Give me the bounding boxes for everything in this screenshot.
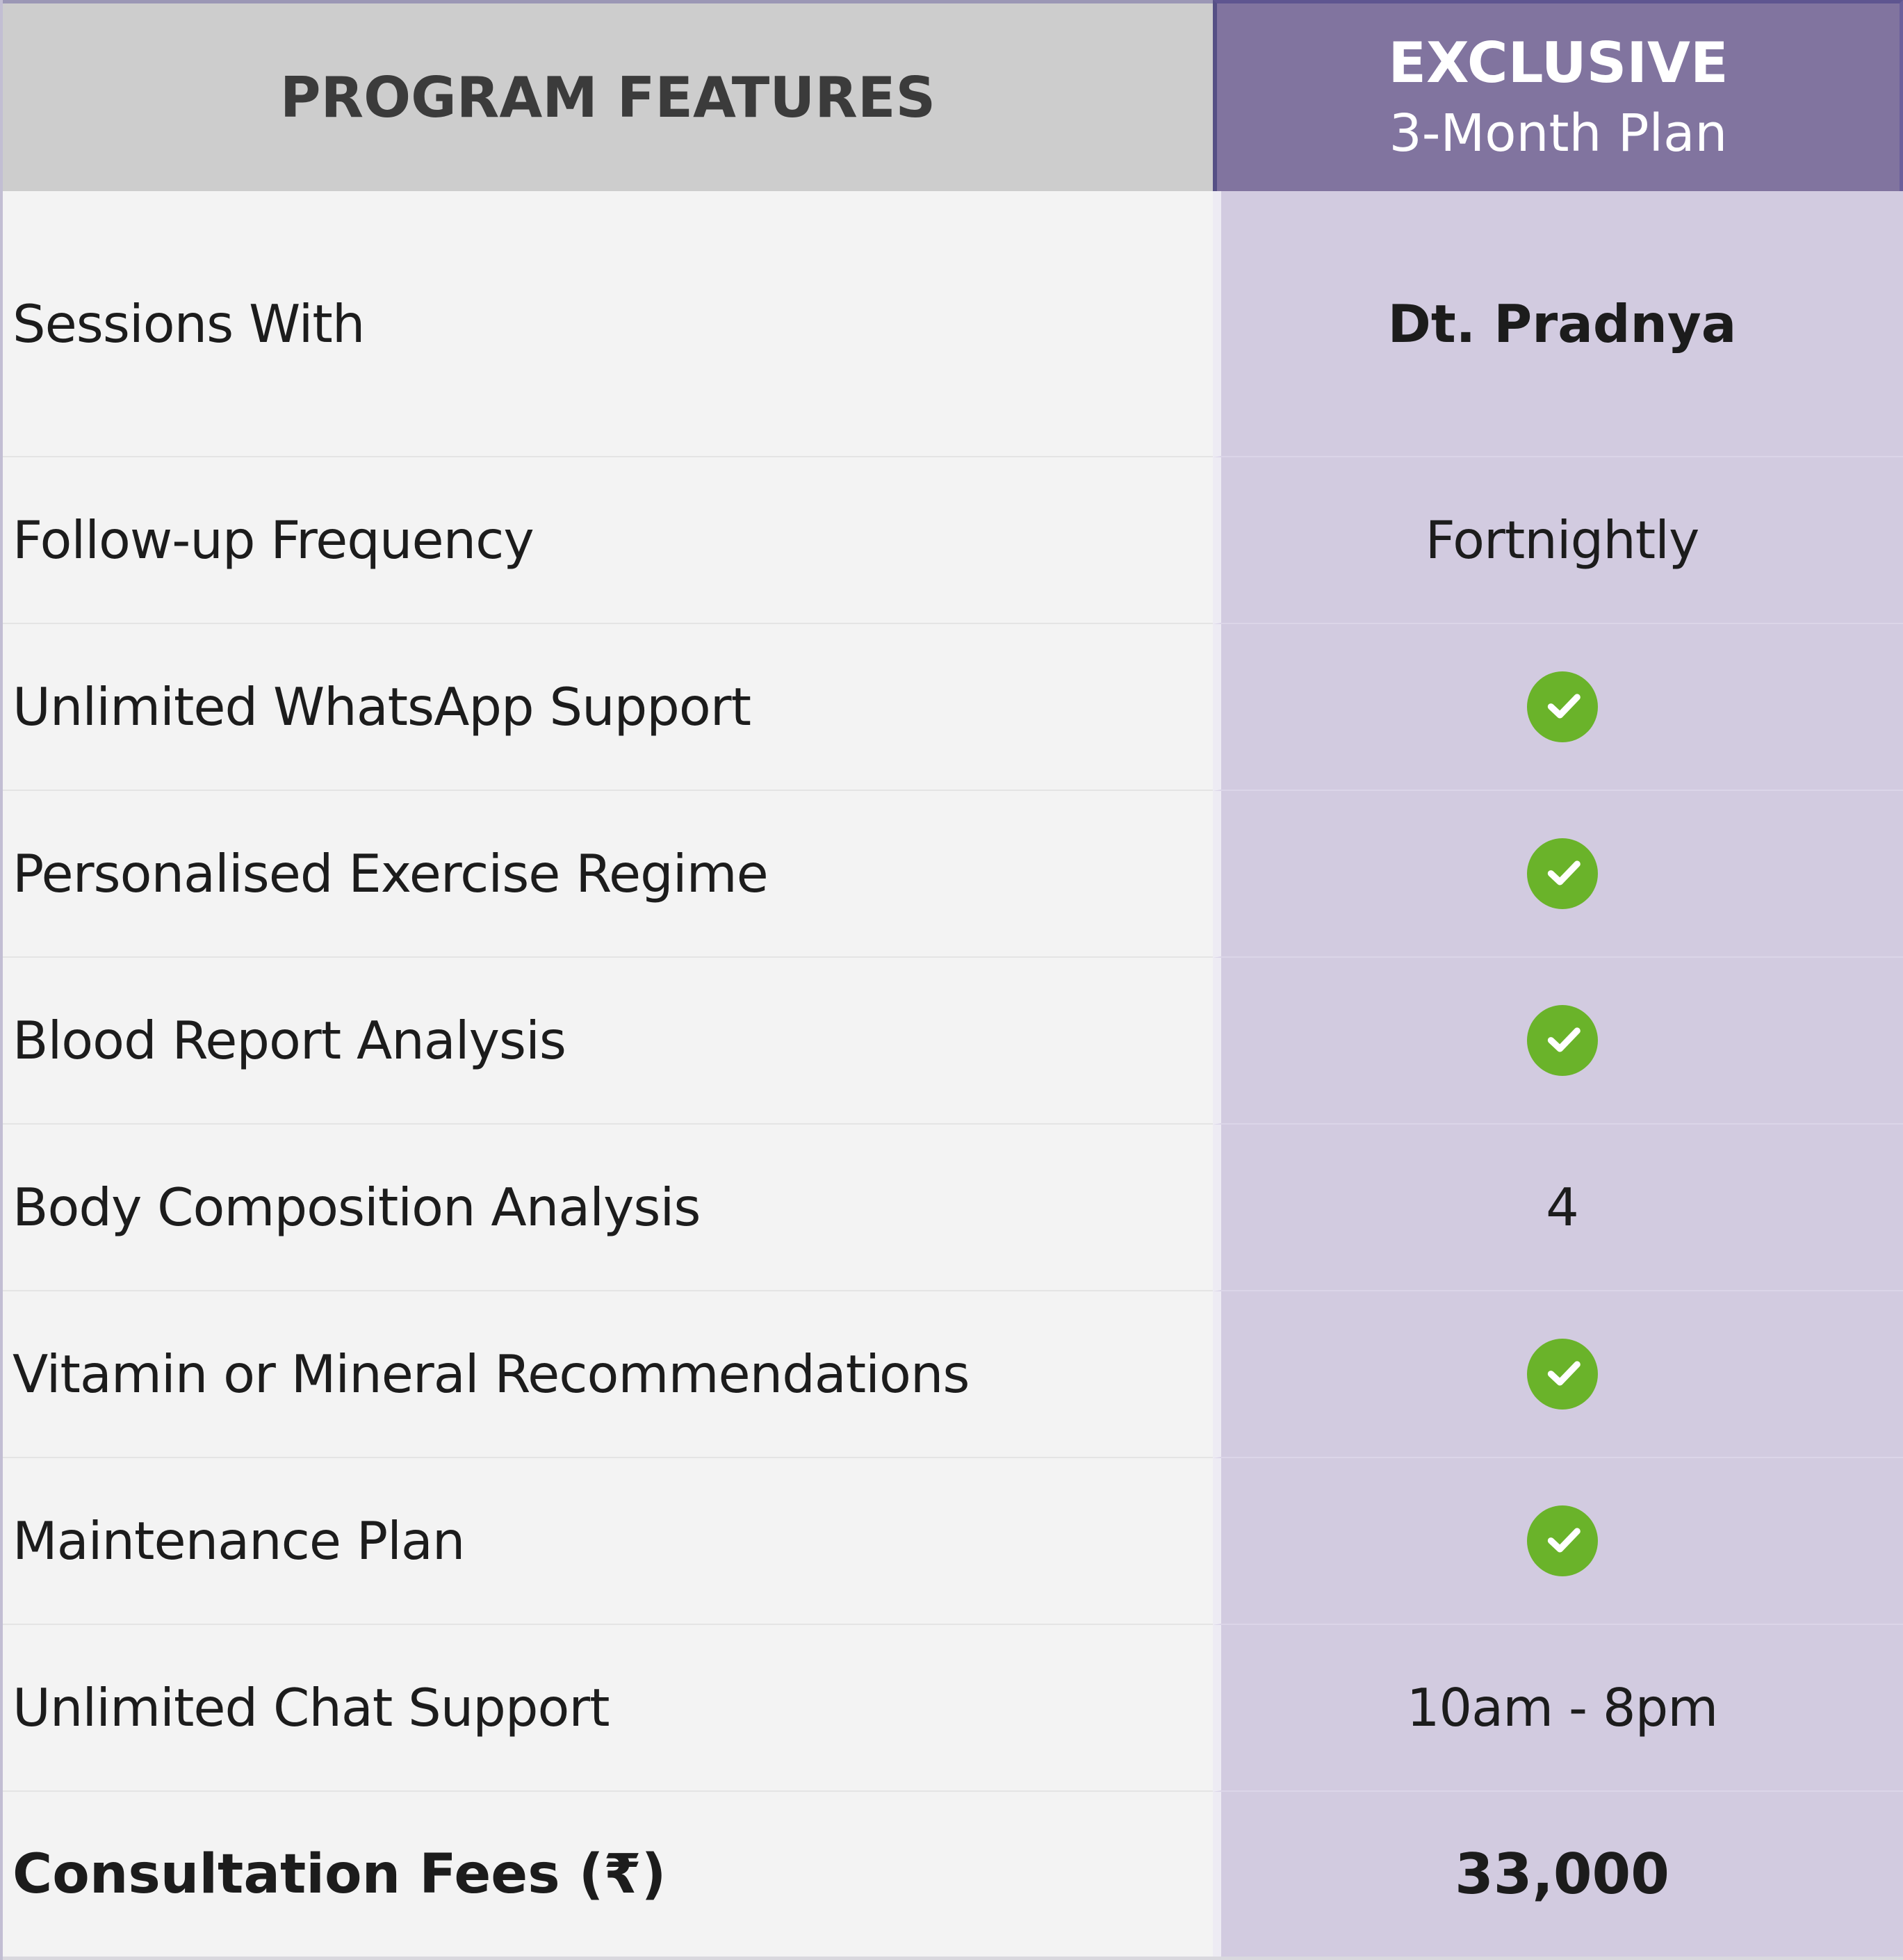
feature-cell	[3, 1792, 1213, 1957]
table-row	[3, 1792, 1903, 1957]
feature-label: Sessions With	[13, 293, 365, 354]
table-row	[3, 958, 1903, 1125]
feature-cell	[3, 1625, 1213, 1792]
plan-value-cell	[1213, 1291, 1903, 1458]
check-circle-icon	[1527, 1339, 1598, 1410]
plan-column-header	[1213, 0, 1903, 191]
plan-value-cell	[1213, 1458, 1903, 1625]
plan-value: 33,000	[1455, 1842, 1669, 1906]
feature-cell	[3, 958, 1213, 1125]
feature-cell	[3, 1291, 1213, 1458]
table-body	[3, 191, 1903, 1957]
plan-value: Dt. Pradnya	[1387, 293, 1737, 354]
plan-value-cell	[1213, 457, 1903, 624]
plan-duration: 3-Month Plan	[1389, 103, 1728, 163]
plan-value-cell	[1213, 958, 1903, 1125]
feature-label: Body Composition Analysis	[13, 1177, 701, 1238]
table-row	[3, 457, 1903, 624]
check-circle-icon	[1527, 1005, 1598, 1076]
plan-value-cell	[1213, 791, 1903, 958]
feature-label: Unlimited WhatsApp Support	[13, 676, 751, 737]
bottom-border	[3, 1957, 1903, 1960]
table-header-row	[3, 0, 1903, 191]
feature-label: Unlimited Chat Support	[13, 1677, 610, 1738]
plan-value: Fortnightly	[1425, 509, 1699, 571]
check-circle-icon	[1527, 838, 1598, 909]
table-row	[3, 791, 1903, 958]
feature-label: Maintenance Plan	[13, 1510, 465, 1571]
feature-label: Personalised Exercise Regime	[13, 843, 768, 904]
plan-name: EXCLUSIVE	[1388, 31, 1729, 96]
features-column-header: PROGRAM FEATURES	[3, 0, 1213, 191]
feature-cell	[3, 791, 1213, 958]
plan-value-cell	[1213, 624, 1903, 791]
plan-value-cell	[1213, 1125, 1903, 1291]
feature-label: Follow-up Frequency	[13, 509, 534, 571]
plan-value-cell	[1213, 1792, 1903, 1957]
table-row	[3, 624, 1903, 791]
feature-label: Vitamin or Mineral Recommendations	[13, 1344, 970, 1405]
feature-cell	[3, 1125, 1213, 1291]
plan-value: 4	[1546, 1177, 1578, 1238]
check-circle-icon	[1527, 671, 1598, 742]
feature-cell	[3, 1458, 1213, 1625]
plan-value: 10am - 8pm	[1406, 1677, 1718, 1738]
check-circle-icon	[1527, 1505, 1598, 1576]
feature-cell	[3, 191, 1213, 457]
table-row	[3, 1625, 1903, 1792]
feature-label: Blood Report Analysis	[13, 1010, 566, 1071]
table-row	[3, 1458, 1903, 1625]
feature-cell	[3, 457, 1213, 624]
plan-value-cell	[1213, 1625, 1903, 1792]
feature-label: Consultation Fees (₹)	[13, 1843, 667, 1906]
table-row	[3, 1291, 1903, 1458]
plan-value-cell	[1213, 191, 1903, 457]
feature-cell	[3, 624, 1213, 791]
table-row	[3, 191, 1903, 457]
table-row	[3, 1125, 1903, 1291]
